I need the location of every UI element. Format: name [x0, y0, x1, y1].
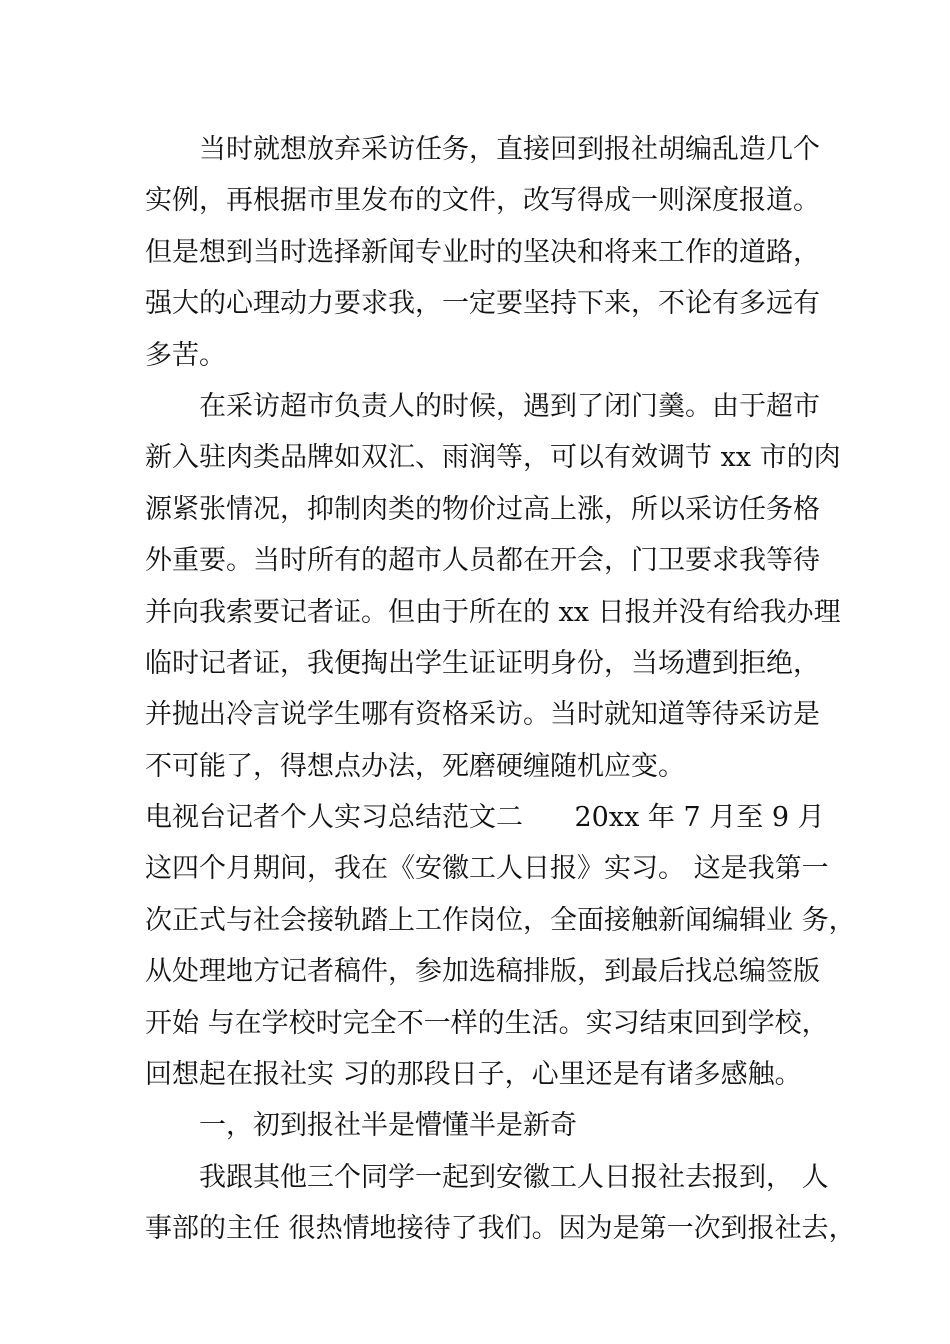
- text-line: 从处理地方记者稿件，参加选稿排版，到最后找总编签版: [145, 956, 820, 988]
- text-line: 实例，再根据市里发布的文件，改写得成一则深度报道。: [145, 185, 820, 217]
- text-line: 不可能了，得想点办法，死磨硬缠随机应变。: [145, 750, 685, 782]
- section-title-line: 电视台记者个人实习总结范文二 20xx 年 7 月至 9 月: [145, 802, 825, 834]
- text-line: 但是想到当时选择新闻专业时的坚决和将来工作的道路，: [145, 236, 820, 268]
- text-line: 新入驻肉类品牌如双汇、雨润等，可以有效调节 xx 市的肉: [145, 442, 841, 474]
- text-line: 外重要。当时所有的超市人员都在开会，门卫要求我等待: [145, 545, 820, 577]
- text-line: 并向我索要记者证。但由于所在的 xx 日报并没有给我办理: [145, 596, 841, 628]
- subheading-line: 一，初到报社半是懵懂半是新奇: [199, 1110, 577, 1142]
- text-line: 开始 与在学校时完全不一样的生活。实习结束回到学校，: [145, 1007, 829, 1039]
- text-line: 事部的主任 很热情地接待了我们。因为是第一次到报社去，: [145, 1213, 856, 1245]
- text-line: 我跟其他三个同学一起到安徽工人日报社去报到， 人: [199, 1161, 829, 1193]
- text-line: 源紧张情况，抑制肉类的物价过高上涨，所以采访任务格: [145, 493, 820, 525]
- text-line: 并抛出冷言说学生哪有资格采访。当时就知道等待采访是: [145, 699, 820, 731]
- body-text: [145, 124, 856, 1255]
- text-line: 临时记者证，我便掏出学生证证明身份，当场遭到拒绝，: [145, 647, 820, 679]
- text-line: 回想起在报社实 习的那段日子，心里还是有诸多感触。: [145, 1059, 802, 1091]
- text-line: 这四个月期间，我在《安徽工人日报》实习。 这是我第一: [145, 853, 829, 885]
- text-line: 多苦。: [145, 339, 226, 371]
- text-line: 强大的心理动力要求我，一定要坚持下来，不论有多远有: [145, 288, 820, 320]
- text-line: 次正式与社会接轨踏上工作岗位，全面接触新闻编辑业 务，: [145, 904, 856, 936]
- text-line: 在采访超市负责人的时候，遇到了闭门羹。由于超市: [199, 390, 820, 422]
- text-line: 当时就想放弃采访任务，直接回到报社胡编乱造几个: [199, 134, 820, 165]
